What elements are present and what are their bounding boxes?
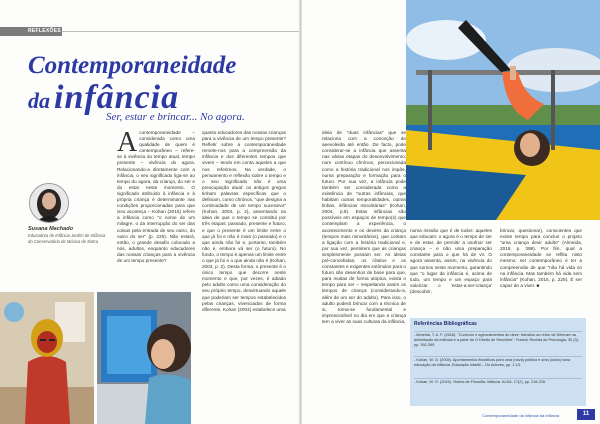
drop-cap: A: [117, 130, 138, 158]
photo-child-costume: [0, 292, 94, 424]
body-text: brincar, questionar), conscientes que existe tempo para concluir o projeto "uma criança devir adulto" (Almeida, 2018, p. 398). Por fim, qual a contemporaneidade se reflita nisto mesmo: ser contemporâneo é ter a compreensão de que "não há vida só na infância. Mas também há vida sem infância" (Kohan, 2015, p. 225). É ser capaz de a viver. ■: [500, 228, 582, 288]
article-title-line1: Contemporaneidade: [28, 52, 237, 79]
body-text: ideia de "duas infâncias" que se relaciona com a conceção de aeevoleida até então. De facto, pode considerar-se a infância que assenta nas várias etapas do desenvolvimento, num contínuo chrónos, percecionada como a história tradicional nos impõe, numa preparação e formação para o futuro. Por sua vez, a infância pode também ser considerada como a existência de "outras infâncias, que habitam outras temporalidades, outras linhas, infâncias minoritárias" (Kohan, 2004, p.8). Estas infâncias são possíveis em espaços de tempo(s) que contemplam a experiência, o acontecimento e os devires da criança (tempos mais minoritários), que contam a ligação com a história tradicional e, por sua vez, permitem que as crianças simplesmente possam ser. As ideias pré-concebidas, os rótulos e os constantes e exigentes estímulos para o futuro são desenhos de base para que, para muitas de forma utópica, exista o tempo para ser – respeitando assim os tempos de criança (considerando-a, além de um ser do adulto). Para isso, o adulto poderá brincar com a técnica de si, torna-se fundamental e imprescindível no dia em que a criança tem a viver as suas culturas da infância,: [322, 130, 406, 324]
running-footer: Contemporaneidade da infância da infância: [482, 413, 560, 418]
author-role: Educadora de Infância Jardim de Infância do Conservatório de Música de Sintra: [28, 233, 106, 244]
references-box: [410, 318, 586, 406]
author-avatar: [29, 183, 69, 223]
body-column-3: [322, 130, 406, 412]
author-name: Susana Machado: [28, 226, 73, 232]
body-column-4: [410, 228, 492, 312]
reference-item: - Kohan, W. O. (2004). Apontamentos filosóficos para uma (nova) política e uma (outra) nova educação da infância. Educação infantil – Os Autores, pp. 1-13.: [414, 356, 582, 368]
page-gutter: [299, 0, 302, 424]
header-rule: [62, 31, 299, 32]
body-column-2: [202, 130, 286, 412]
body-text: quanto educadores das nossas crianças para a vivência de um tempo presente? Refletir sobre a contemporaneidade remete-nos para a compreensão da infância e dos diferentes tempos que vivem – tendo em conta aqueles a que nos referimos. Na verdade, o pensamento e reflexão sobre o tempo e o seu significado não é uma preocupação atual: os antigos gregos tinham palavras específicas que o definiam, como chrónos, "que designa a continuidade de um tempo sucessivo" (Kohan, 2004, p. 2), assentando na ideia de que o tempo se constitui por três etapas: passado, presente e futuro, e que o presente é um limite entre o que já foi e não é mais (o passado) e o que ainda não foi e, portanto, também não é, embora vá ser (o futuro). No fundo, o tempo é apenas um limite entre o que já foi e o que ainda não é (Kohan, 2004, p. 2). Desta forma, o presente é o único tempo que decorre neste momento e que, por vezes, é adiado pelo adulto como uma consideração do seu próprio tempo, desvirtuando aquele que poderiam ser tempos estabelecidos pelas crianças, vivenciados de forma diferente. Kohan (2004) estabelece uma: [202, 130, 286, 312]
photo-child-playground: [406, 0, 600, 220]
body-column-5: [500, 228, 582, 312]
body-text: contemporaneidade – considerada como uma qualidade de quem é contemporâneo – refere-se à vivência do tempo atual, tempo presente – vivência do agora. Relacionando-a diretamente com a infância, o seu significado liga-se ao tempo do agora, da criança, do ser e do estar neste momento. O significado atribuído à infância e à própria criança é determinante nas condições proporcionadas para que isso aconteça – Kohan (2015) refere a infância como "o nome de um milagre, o da interrupção do ser das coisas pela entrada de seu outro, do outro do ser" (p. 225). Não estará, então, o grande desafio colocado a nós, adultos, enquanto educadores das nossas crianças para a vivência de um tempo presente?: [117, 130, 195, 263]
references-heading: Referências Bibliográficas: [414, 321, 477, 327]
reference-item: - Almeida, T. A. F. (2018). "Currículo e agenciamentos do devir: trânsitos ao redor de Deleuze na delimitação da infância e a parte de O Direito de Reuniões". Fractal: Revista de Psicologia, 30 (3), pp. 392-399.: [414, 331, 582, 348]
reference-item: - Kohan, W. O. (2015). Visões de Filosofia: infância. ALEA, 17(2), pp. 216-226.: [414, 378, 582, 385]
section-label: REFLEXÕES: [0, 27, 62, 36]
page-number: 11: [577, 409, 595, 420]
photo-child-computer: [97, 292, 191, 424]
title-main-word: infância: [54, 79, 180, 116]
body-text: numa missão que é de todos: aqueles que educam: o agora é o tempo de ser e de estar, de permitir a usufruir ser criança – e não uma preparação constante para o que há de vir. O agora assenta, assim, na vivência do que somos neste momento, garantindo que "o lugar da infância é, acima de tudo, um tempo e um espaço para valorizar o 'estar-a-ser-criança' (descobrir,: [410, 228, 492, 294]
article-subtitle: Ser, estar e brincar... No agora.: [106, 111, 245, 123]
body-column-1: [117, 130, 195, 290]
title-prefix: da: [28, 88, 50, 113]
